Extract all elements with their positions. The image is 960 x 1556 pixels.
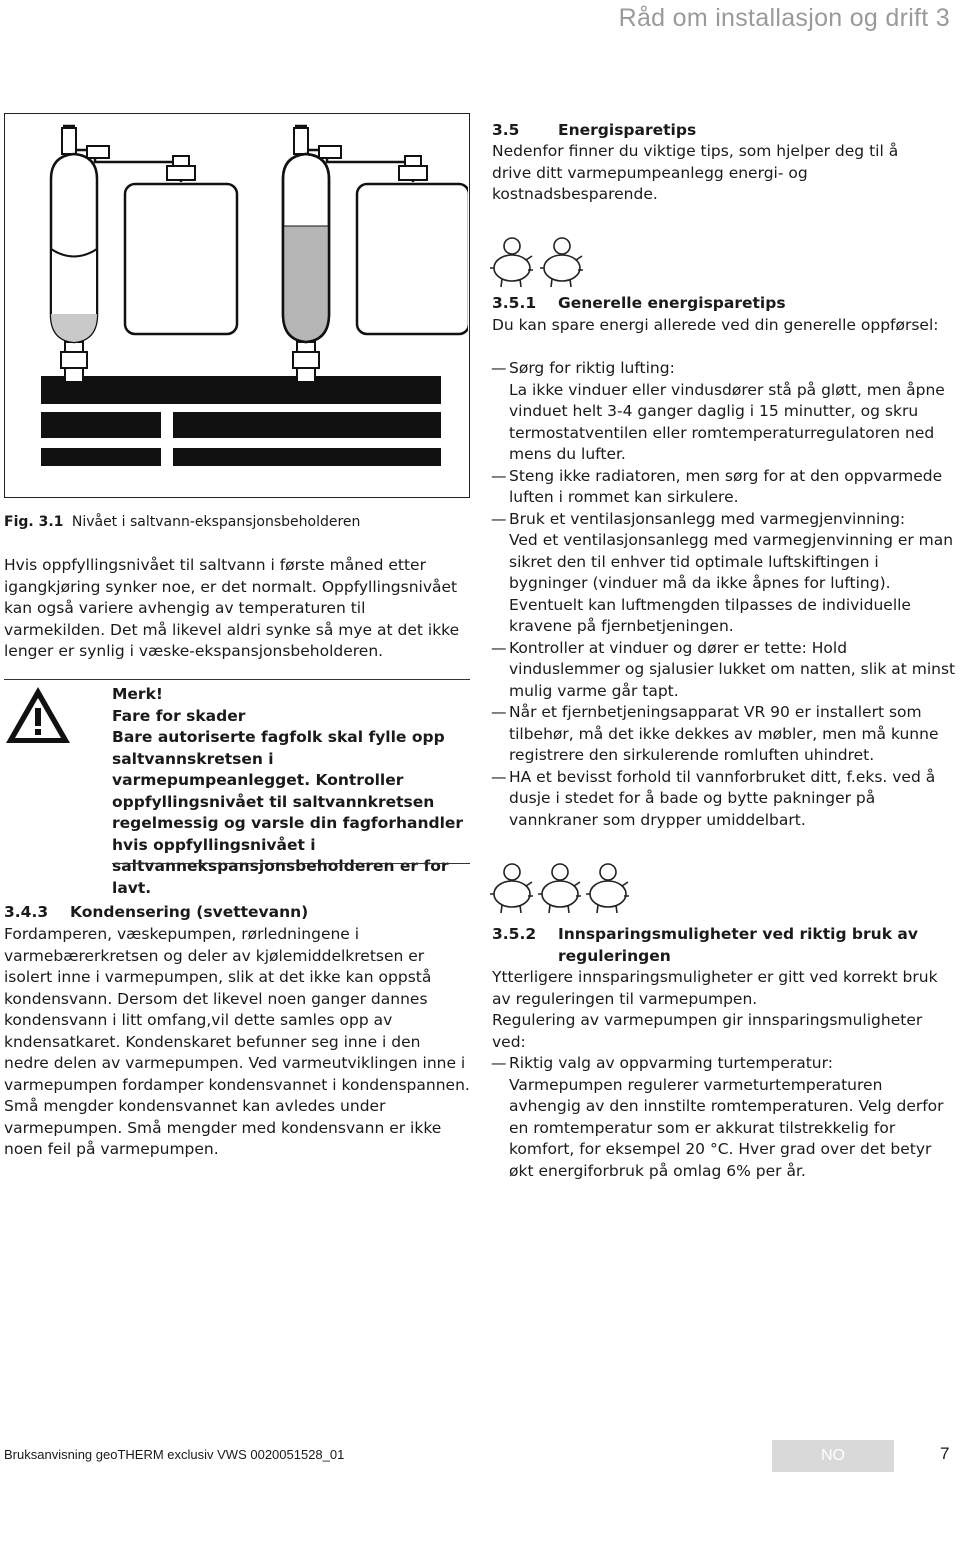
piggy-bank-icons-two <box>488 232 588 290</box>
notice-bottom-rule <box>112 863 470 864</box>
notice-top-rule <box>4 679 470 680</box>
page-number: 7 <box>940 1444 950 1463</box>
section-35-heading: 3.5 Energisparetips <box>492 121 697 139</box>
section-352-p1: Ytterligere innsparingsmuligheter er gitt ved korrekt bruk av reguleringen til varmepumpen. <box>492 968 938 1008</box>
section-351-intro: Du kan spare energi allerede ved din generelle oppførsel: <box>492 316 939 334</box>
figure-caption: Fig. 3.1 Nivået i saltvann-ekspansjonsbeholderen <box>4 514 361 530</box>
list-item: — Riktig valg av oppvarming turtemperatur: Varmepumpen regulerer varmeturtemperaturen avhengig av den innstilte romtemperaturen. Velg derfor en romtemperatur som er akkurat tilstrekkelig for komfort, for eksempel 20 °C. Hver grad over det betyr økt energiforbruk på omlag 6% per år. <box>492 1053 956 1182</box>
intro-paragraph: Hvis oppfyllingsnivået til saltvann i første måned etter igangkjøring synker noe, er det normalt. Oppfyllingsnivået kan også variere avhengig av temperaturen til varmekilden. Det må likevel aldri synke så mye at det ikke lenger er synlig i væske-ekspansjonsbeholderen. <box>4 556 460 660</box>
list-item: — Sørg for riktig lufting: La ikke vinduer eller vindusdører stå på gløtt, men åpne vinduet helt 3-4 ganger daglig i 15 minutter, og skru termostatventilen eller romtemperaturregulatoren ned mens du lufter. <box>492 358 956 466</box>
footer-document-title: Bruksanvisning geoTHERM exclusiv VWS 0020051528_01 <box>4 1447 345 1462</box>
language-badge: NO <box>772 1440 894 1472</box>
regulation-list <box>492 1053 956 1182</box>
energy-tips-list <box>492 358 956 831</box>
main-pipe-upper <box>41 376 441 404</box>
notice-box <box>112 684 477 899</box>
notice-subtitle: Fare for skader <box>112 706 246 725</box>
section-35-text: Nedenfor finner du viktige tips, som hjelper deg til å drive ditt varmepumpeanlegg energi- og kostnadsbesparende. <box>492 142 899 203</box>
section-351-heading: 3.5.1 Generelle energisparetips <box>492 294 786 312</box>
list-item: — Bruk et ventilasjonsanlegg med varmegjenvinning: Ved et ventilasjonsanlegg med varmegjenvinning er man sikret den til enhver tid optimale luftskiftingen i bygninger (vinduer må da ikke åpnes for lufting). Eventuelt kan luftmengden tilpasses de individuelle kravene på fjernbetjeningen. <box>492 509 956 638</box>
expansion-tank-illustration <box>5 114 468 496</box>
section-352-heading: 3.5.2 Innsparingsmuligheter ved riktig bruk av reguleringen <box>492 925 918 965</box>
page-header-title: Råd om installasjon og drift 3 <box>618 4 950 32</box>
section-343-heading: 3.4.3 Kondensering (svettevann) <box>4 903 309 921</box>
piggy-bank-icons-three <box>488 858 633 916</box>
list-item: — HA et bevisst forhold til vannforbruket ditt, f.eks. ved å dusje i stedet for å bade og bytte pakninger på vannkraner som drypper umiddelbart. <box>492 767 956 832</box>
list-item: — Steng ikke radiatoren, men sørg for at den oppvarmede luften i rommet kan sirkulere. <box>492 466 956 509</box>
notice-text: Bare autoriserte fagfolk skal fylle opp saltvannskretsen i varmepumpeanlegget. Kontroller oppfyllingsnivået til saltvannkretsen regelmessig og varsle din fagforhandler hvis oppfyllingsnivået i saltvannekspansjonsbeholderen er for lavt. <box>112 728 464 897</box>
list-item: — Kontroller at vinduer og dører er tette: Hold vinduslemmer og sjalusier lukket om natten, slik at minst mulig varme går tapt. <box>492 638 956 703</box>
notice-title: Merk! <box>112 685 163 703</box>
warning-triangle-icon <box>4 684 72 746</box>
section-352-p2: Regulering av varmepumpen gir innsparingsmuligheter ved: <box>492 1011 923 1051</box>
section-343-text: Fordamperen, væskepumpen, rørledningene i varmebærerkretsen og deler av kjølemiddelkretsen er isolert inne i varmepumpen, slik at det ikke kan oppstå kondensvann. Dersom det likevel noen ganger dannes kondensvann i litt omfang,vil dette samles opp av kndensatkaret. Kondenskaret befunner seg inne i den nedre delen av varmepumpen. Ved varmeutviklingen inne i varmepumpen fordamper kondensvannet i kondenspannen. Små mengder kondensvannet kan avledes under varmepumpen. Små mengder med kondensvann er ikke noen feil på varmepumpen. <box>4 925 470 1158</box>
list-item: — Når et fjernbetjeningsapparat VR 90 er installert som tilbehør, må det ikke dekkes av møbler, men må kunne registrere den sirkulerende romluften uhindret. <box>492 702 956 767</box>
figure-expansion-tanks <box>4 113 470 498</box>
